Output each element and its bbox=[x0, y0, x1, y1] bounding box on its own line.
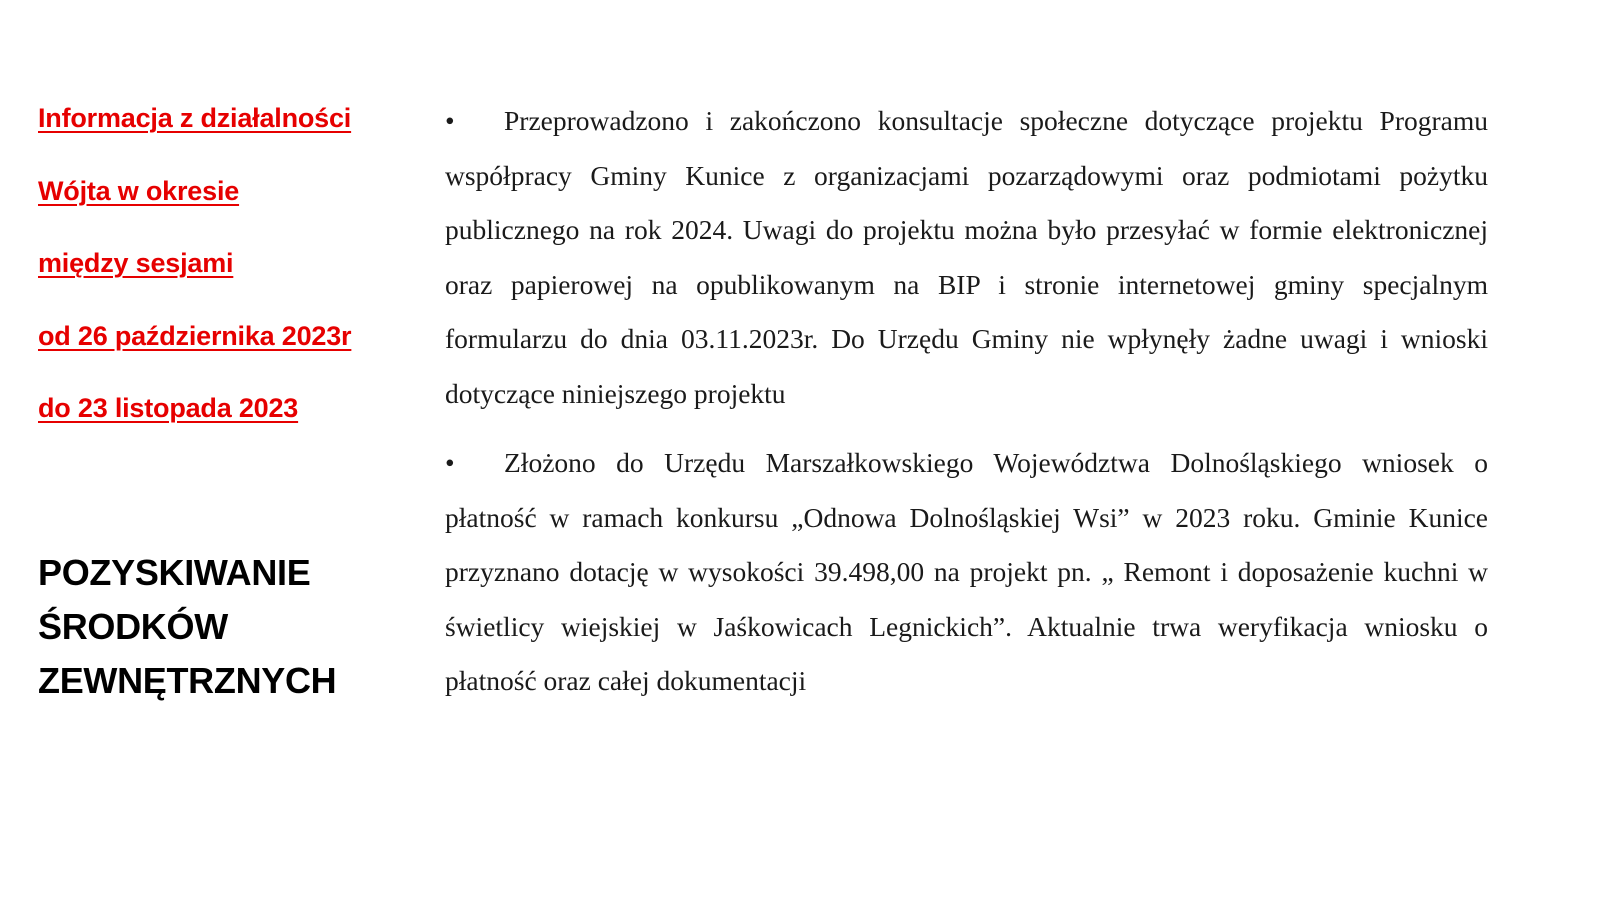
section-title bbox=[38, 546, 336, 708]
heading-line: do 23 listopada 2023 bbox=[38, 393, 299, 423]
bullet-icon: • bbox=[445, 447, 455, 478]
session-info-heading bbox=[38, 82, 398, 445]
bullet-item bbox=[445, 94, 1488, 421]
heading-line: Informacja z działalności bbox=[38, 103, 352, 133]
section-title-line: POZYSKIWANIE bbox=[38, 552, 311, 593]
bullet-icon: • bbox=[445, 105, 455, 136]
section-title-line: ŚRODKÓW bbox=[38, 606, 228, 647]
bullet-text: Złożono do Urzędu Marszałkowskiego Województwa Dolnośląskiego wniosek o płatność w ramach konkursu „Odnowa Dolnośląskiej Wsi” w 2023 roku. Gminie Kunice przyznano dotację w wysokości 39.498,00 na projekt pn. „ Remont i doposażenie kuchni w świetlicy wiejskiej w Jaśkowicach Legnickich”. Aktualnie trwa weryfikacja wniosku o płatność oraz całej dokumentacji bbox=[445, 447, 1488, 696]
bullet-text: Przeprowadzono i zakończono konsultacje społeczne dotyczące projektu Programu współpracy Gminy Kunice z organizacjami pozarządowymi oraz podmiotami pożytku publicznego na rok 2024. Uwagi do projektu można było przesyłać w formie elektronicznej oraz papierowej na opublikowanym na BIP i stronie internetowej gminy specjalnym formularzu do dnia 03.11.2023r. Do Urzędu Gminy nie wpłynęły żadne uwagi i wnioski dotyczące niniejszego projektu bbox=[445, 105, 1488, 409]
section-title-line: ZEWNĘTRZNYCH bbox=[38, 660, 337, 701]
left-column bbox=[38, 82, 398, 445]
heading-line: od 26 października 2023r bbox=[38, 320, 352, 351]
bullet-item bbox=[445, 436, 1488, 709]
content-column bbox=[445, 94, 1488, 709]
heading-line: Wójta w okresie bbox=[38, 175, 240, 206]
heading-line: między sesjami bbox=[38, 248, 234, 278]
